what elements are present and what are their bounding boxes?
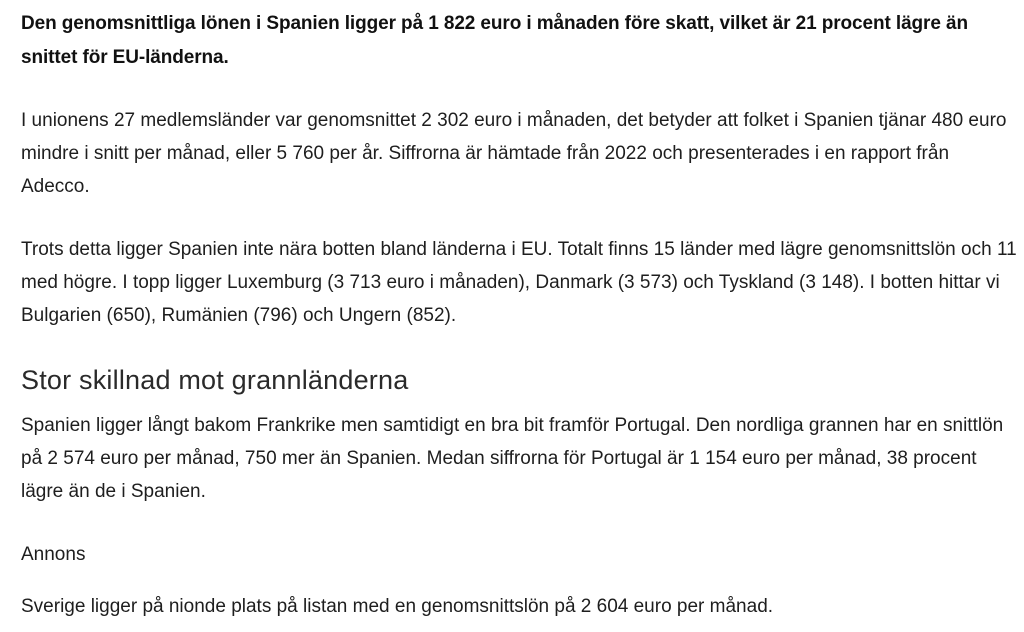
paragraph-neighbors: Spanien ligger långt bakom Frankrike men samtidigt en bra bit framför Portugal. Den nordliga grannen har en snittlön på 2 574 euro per månad, 750 mer än Spanien. Medan siffrorna för Portugal är 1 154 euro per månad, 38 procent lägre än de i Spanien. <box>21 415 1004 502</box>
section-heading: Stor skillnad mot grannländerna <box>21 365 409 395</box>
paragraph-eu-average: I unionens 27 medlemsländer var genomsnittet 2 302 euro i månaden, det betyder att folket i Spanien tjänar 480 euro mindre i snitt per månad, eller 5 760 per år. Siffrorna är hämtade från 2022 och presenterades i en rapport från Adecco. <box>21 110 1007 197</box>
paragraph-sweden: Sverige ligger på nionde plats på listan med en genomsnittslön på 2 604 euro per månad. <box>21 596 774 617</box>
ad-label: Annons <box>21 544 86 565</box>
article-lead: Den genomsnittliga lönen i Spanien ligger på 1 822 euro i månaden före skatt, vilket är 21 procent lägre än snittet för EU-länderna. <box>21 13 968 68</box>
paragraph-eu-ranking: Trots detta ligger Spanien inte nära botten bland länderna i EU. Totalt finns 15 länder med lägre genomsnittslön och 11 med högre. I topp ligger Luxemburg (3 713 euro i månaden), Danmark (3 573) och Tyskland (3 148). I botten hittar vi Bulgarien (650), Rumänien (796) och Ungern (852). <box>21 239 1017 326</box>
